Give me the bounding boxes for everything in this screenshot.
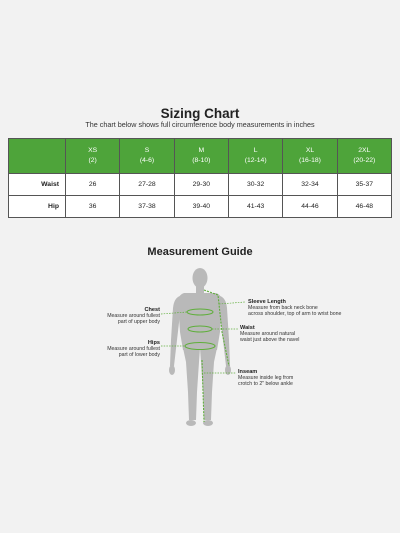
table-row-hip [9,196,392,218]
table-cell: 39-40 [174,196,228,218]
hips-annotation: Hips Measure around fullest part of lower body [107,340,160,359]
table-cell: 36 [66,196,120,218]
size-header-m: M (8-10) [174,139,228,174]
size-header-l: L (12-14) [228,139,282,174]
chest-annotation: Chest Measure around fullest part of upper body [107,307,160,326]
inseam-annotation: Inseam Measure inside leg from crotch to 2" below ankle [238,369,294,388]
row-label: Waist [9,174,66,196]
header-corner-cell [9,139,66,174]
size-header-xl: XL (16-18) [283,139,337,174]
table-cell: 32-34 [283,174,337,196]
table-cell: 27-28 [120,174,174,196]
size-header-2xl: 2XL (20-22) [337,139,391,174]
page-subtitle: The chart below shows full circumference body measurements in inches [85,120,315,129]
row-label: Hip [9,196,66,218]
measurement-guide-title: Measurement Guide [147,246,253,258]
table-cell: 26 [66,174,120,196]
waist-annotation: Waist Measure around natural waist just above the navel [240,325,300,344]
table-cell: 46-48 [337,196,391,218]
table-cell: 37-38 [120,196,174,218]
sizing-table [8,138,392,218]
table-cell: 29-30 [174,174,228,196]
table-cell: 41-43 [228,196,282,218]
human-silhouette-icon [169,268,231,426]
size-header-s: S (4-6) [120,139,174,174]
size-header-row [9,139,392,174]
sleeve-annotation: Sleeve Length Measure from back neck bone across shoulder, top of arm to wrist bone [248,299,342,318]
table-cell: 30-32 [228,174,282,196]
table-row-waist [9,174,392,196]
table-cell: 44-46 [283,196,337,218]
table-cell: 35-37 [337,174,391,196]
size-header-xs: XS (2) [66,139,120,174]
page-title: Sizing Chart [160,106,240,121]
body-figure-diagram [0,262,400,437]
